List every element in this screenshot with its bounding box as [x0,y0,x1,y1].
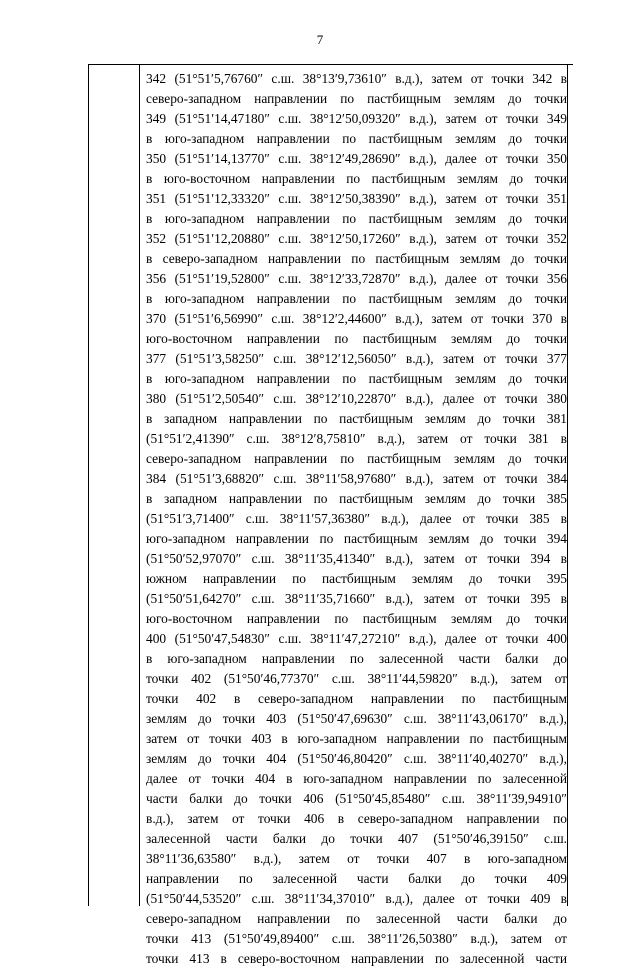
text-line: далее от точки 404 в юго-западном направлении по залесенной [146,771,567,786]
text-line: 342 (51°51′5,76760″ с.ш. 38°13′9,73610″ в.д.), затем от точки 342 в [146,71,567,86]
page-number: 7 [316,32,324,47]
text-line: северо-западном направлении по пастбищным землям до точки [146,91,567,106]
text-line: северо-западном направлении по пастбищным землям до точки [146,451,567,466]
text-line: (51°50′51,64270″ с.ш. 38°11′35,71660″ в.д.), затем от точки 395 в [146,591,567,606]
text-line: 380 (51°51′2,50540″ с.ш. 38°12′10,22870″ в.д.), далее от точки 380 [146,391,567,406]
text-line: (51°50′44,53520″ с.ш. 38°11′34,37010″ в.д.), далее от точки 409 в [146,891,567,906]
text-line: в западном направлении по пастбищным землям до точки 381 [146,411,567,426]
text-line: 349 (51°51′14,47180″ с.ш. 38°12′50,09320″ в.д.), затем от точки 349 [146,111,567,126]
document-table [88,64,573,966]
text-line: в юго-восточном направлении по пастбищным землям до точки [146,171,567,186]
text-line: залесенной части балки до точки 407 (51°50′46,39150″ с.ш. [146,831,567,846]
text-line: в.д.), затем от точки 406 в северо-западном направлении по [146,811,567,826]
text-line: точки 402 в северо-западном направлении по пастбищным [146,691,567,706]
text-line: северо-западном направлении по залесенной части балки до [146,911,567,926]
text-line: 38°11′36,63580″ в.д.), затем от точки 407 в юго-западном [146,851,567,866]
text-line: 351 (51°51′12,33320″ с.ш. 38°12′50,38390″ в.д.), затем от точки 351 [146,191,567,206]
text-line: землям до точки 403 (51°50′47,69630″ с.ш. 38°11′43,06170″ в.д.), [146,711,567,726]
text-line: в западном направлении по пастбищным землям до точки 385 [146,491,567,506]
text-line: 370 (51°51′6,56990″ с.ш. 38°12′2,44600″ в.д.), затем от точки 370 в [146,311,567,326]
text-line: юго-восточном направлении по пастбищным землям до точки [146,331,567,346]
text-line: 377 (51°51′3,58250″ с.ш. 38°12′12,56050″ в.д.), затем от точки 377 [146,351,567,366]
text-line: 356 (51°51′19,52800″ с.ш. 38°12′33,72870″ в.д.), далее от точки 356 [146,271,567,286]
text-line: (51°51′2,41390″ с.ш. 38°12′8,75810″ в.д.), затем от точки 381 в [146,431,567,446]
text-line: в юго-западном направлении по пастбищным землям до точки [146,371,567,386]
text-line: направлении по залесенной части балки до точки 409 [146,871,567,886]
text-line: точки 413 в северо-восточном направлении по залесенной части [146,951,567,966]
text-line: южном направлении по пастбищным землям до точки 395 [146,571,567,586]
table-text-column [140,65,568,966]
text-line: землям до точки 404 (51°50′46,80420″ с.ш. 38°11′40,40270″ в.д.), [146,751,567,766]
text-line: в юго-западном направлении по пастбищным землям до точки [146,131,567,146]
text-line: в юго-западном направлении по пастбищным землям до точки [146,211,567,226]
text-line: юго-восточном направлении по пастбищным землям до точки [146,611,567,626]
text-line: 400 (51°50′47,54830″ с.ш. 38°11′47,27210″ в.д.), далее от точки 400 [146,631,567,646]
text-line: 384 (51°51′3,68820″ с.ш. 38°11′58,97680″ в.д.), затем от точки 384 [146,471,567,486]
text-line: (51°50′52,97070″ с.ш. 38°11′35,41340″ в.д.), затем от точки 394 в [146,551,567,566]
text-line: в юго-западном направлении по залесенной части балки до [146,651,567,666]
text-line: 350 (51°51′14,13770″ с.ш. 38°12′49,28690″ в.д.), далее от точки 350 [146,151,567,166]
text-line: 352 (51°51′12,20880″ с.ш. 38°12′50,17260″ в.д.), затем от точки 352 [146,231,567,246]
text-body [146,69,567,969]
table-left-column [89,65,140,906]
text-line: точки 402 (51°50′46,77370″ с.ш. 38°11′44,59820″ в.д.), затем от [146,671,567,686]
text-line: затем от точки 403 в юго-западном направлении по пастбищным [146,731,567,746]
text-line: точки 413 (51°50′49,89400″ с.ш. 38°11′26,50380″ в.д.), затем от [146,931,567,946]
text-line: юго-западном направлении по пастбищным землям до точки 394 [146,531,567,546]
text-line: в юго-западном направлении по пастбищным землям до точки [146,291,567,306]
text-line: части балки до точки 406 (51°50′45,85480″ с.ш. 38°11′39,94910″ [146,791,567,806]
text-line: (51°51′3,71400″ с.ш. 38°11′57,36380″ в.д.), далее от точки 385 в [146,511,567,526]
text-line: в северо-западном направлении по пастбищным землям до точки [146,251,567,266]
